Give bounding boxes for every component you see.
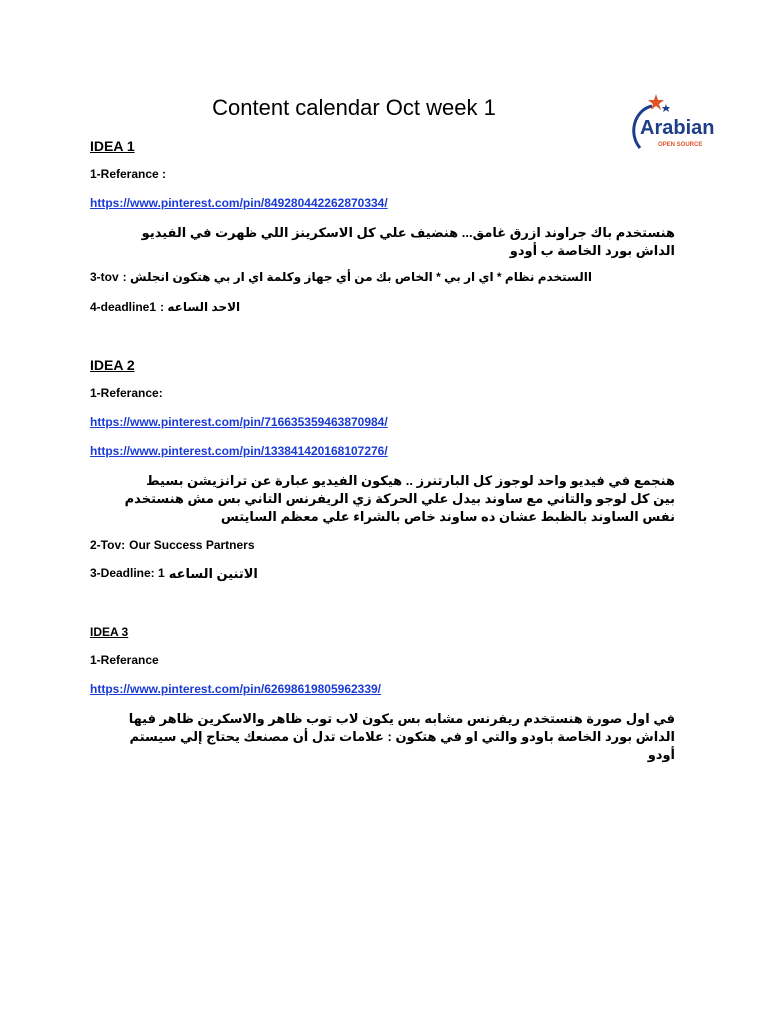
idea-1-tov-label: 3-tov [90, 270, 119, 284]
idea-2-description [90, 472, 675, 526]
idea-3-reference-label: 1-Referance [90, 653, 159, 667]
idea-1-deadline-value: الاحد الساعه : [160, 300, 241, 314]
idea-3-description-line: الداش بورد الخاصة باودو والتي او في هتكون : علامات تدل أن مصنعك يحتاج إلي سيستم [129, 729, 675, 744]
idea-3-description-line: في اول صورة هنستخدم ريفرنس مشابه بس يكون لاب توب ظاهر والاسكرين ظاهر فيها [128, 711, 675, 726]
arabian-logo [624, 90, 724, 160]
idea-1-deadline-label: 4-deadline1 [90, 300, 157, 314]
logo-small-star-icon [662, 104, 670, 112]
idea-3-link-1[interactable]: https://www.pinterest.com/pin/626986198059623​39/ [90, 682, 382, 696]
idea-2-description-line: هنجمع في فيديو واحد لوجوز كل البارتنرز .. هيكون الفيديو عبارة عن ترانزيشن بسيط [146, 473, 675, 488]
idea-1-reference-label: 1-Referance : [90, 167, 167, 181]
idea-1-deadline [90, 300, 240, 314]
idea-1-tov [90, 270, 592, 284]
idea-2-reference-label: 1-Referance: [90, 386, 163, 400]
idea-2-link-2[interactable]: https://www.pinterest.com/pin/133841420168107276/ [90, 444, 388, 458]
idea-2-link-1[interactable]: https://www.pinterest.com/pin/716635359463870984/ [90, 415, 388, 429]
idea-1-description [90, 224, 675, 260]
logo-subtitle-text: OPEN SOURCE [658, 142, 703, 148]
logo-graphic [624, 90, 724, 160]
idea-1-link-1[interactable]: https://www.pinterest.com/pin/849280442262870334/ [90, 196, 388, 210]
idea-2-tov [90, 538, 255, 552]
idea-3-heading: IDEA 3 [90, 625, 129, 639]
logo-brand-text: Arabian [640, 117, 715, 139]
idea-2-tov-value: Our Success Partners [129, 538, 255, 552]
page-title: Content calendar Oct week 1 [212, 95, 496, 120]
idea-2-description-line: نفس الساوند بالظبط عشان ده ساوند خاص بالشراء علي معظم السايتس [220, 509, 675, 524]
idea-1-description-line: الداش بورد الخاصة ب أودو [509, 243, 675, 258]
idea-3-description [90, 710, 675, 764]
idea-2-deadline-value: الاتنين الساعه [168, 566, 258, 581]
idea-3-description-line: أودو [647, 747, 675, 762]
idea-2-description-line: بين كل لوجو والتاني مع ساوند بيدل علي الحركة زي الريفرنس التاني بس مش هنستخدم [124, 491, 675, 506]
idea-2-deadline-label: 3-Deadline: 1 [90, 566, 165, 580]
idea-2-heading: IDEA 2 [90, 357, 135, 373]
idea-1-heading: IDEA 1 [90, 138, 135, 154]
idea-1-description-line: هنستخدم باك جراوند ازرق غامق... هنضيف علي كل الاسكرينز اللي ظهرت في الفيديو [141, 225, 675, 240]
idea-1-tov-value: االستخدم نظام * اي ار بي * الخاص بك من أي جهاز وكلمة اي ار بي هتكون انجلش : [122, 270, 592, 284]
idea-2-tov-label: 2-Tov: [90, 538, 126, 552]
idea-2-deadline [90, 566, 258, 582]
